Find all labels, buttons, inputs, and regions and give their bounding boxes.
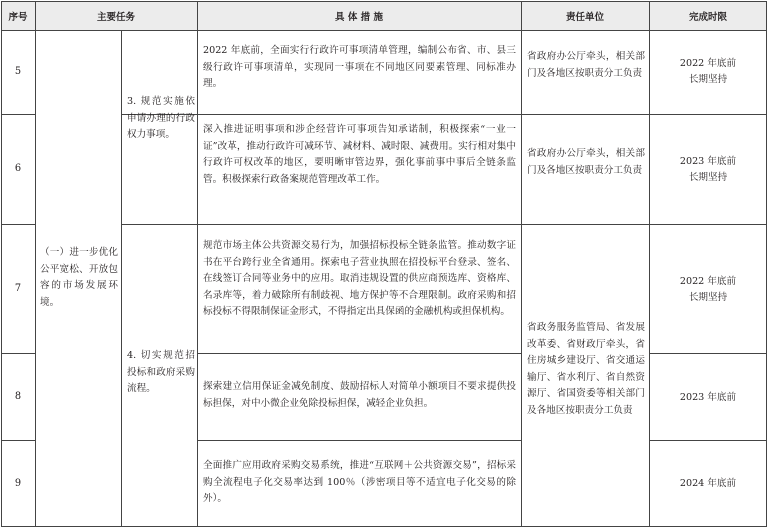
deadline-line: 长期坚持: [688, 74, 728, 85]
rule: [649, 353, 767, 354]
deadline-line: 2022 年底前: [679, 58, 737, 69]
header-unit: 责任单位: [521, 1, 649, 30]
rule: [121, 30, 122, 527]
rule: [1, 1, 767, 2]
header-deadline: 完成时限: [649, 1, 767, 30]
rule: [197, 1, 198, 527]
rule: [35, 1, 36, 527]
deadline: [649, 154, 767, 186]
deadline: [649, 390, 767, 406]
measure-text: 全面推广应用政府采购交易系统，推进“互联网＋公共资源交易”，招标采购全流程电子化交易率达到 100％（涉密项目等不适宜电子化交易的除外）。: [203, 460, 516, 504]
deadline-line: 长期坚持: [688, 292, 728, 303]
rule: [521, 1, 522, 527]
rule: [197, 440, 521, 441]
responsible-unit: 省政务服务监管局、省发展改革委、省财政厅牵头，省住房城乡建设厅、省交通运输厅、省水利厅、省自然资源厅、省国资委等相关部门及各地区按职责分工负责: [527, 322, 645, 416]
deadline-line: 2023 年底前: [679, 156, 737, 167]
row-number: 7: [14, 283, 22, 294]
rule: [1, 1, 2, 527]
rule: [121, 114, 767, 115]
main-task: （一）进一步优化公平宽松、开放包容的市场发展环境。: [40, 247, 118, 308]
rule: [1, 440, 35, 441]
deadline-line: 2024 年底前: [679, 478, 737, 489]
responsible-unit: 省政府办公厅牵头，相关部门及各地区按职责分工负责: [527, 51, 645, 79]
deadline-line: 2022 年底前: [679, 276, 737, 287]
row-number: 8: [14, 391, 22, 402]
measure-text: 探索建立信用保证金减免制度、鼓励招标人对简单小额项目不要求提供投标担保，对中小微企业免除投标担保，减轻企业负担。: [203, 381, 516, 409]
deadline-line: 长期坚持: [688, 172, 728, 183]
deadline: [649, 56, 767, 88]
header-measures: 具 体 措 施: [197, 1, 521, 30]
measures-table: [1, 1, 767, 527]
row-number: 5: [14, 66, 22, 77]
deadline: [649, 476, 767, 492]
rule: [1, 30, 767, 31]
row-number: 6: [14, 163, 22, 174]
rule: [649, 440, 767, 441]
rule: [1, 353, 35, 354]
deadline-line: 2023 年底前: [679, 392, 737, 403]
responsible-unit: 省政府办公厅牵头，相关部门及各地区按职责分工负责: [527, 148, 645, 176]
rule: [1, 224, 35, 225]
measure-text: 2022 年底前，全面实行行政许可事项清单管理，编制公布省、市、县三级行政许可事项清单，实现同一事项在不同地区同要素管理、同标准办理。: [203, 45, 516, 89]
rule: [121, 224, 767, 225]
row-number: 9: [14, 478, 22, 489]
header-task: 主要任务: [35, 1, 197, 30]
measure-text: 规范市场主体公共资源交易行为，加强招标投标全链条监管。推动数字证书在平台跨行业全省通用。探索电子营业执照在招投标平台登录、签名、在线签订合同等业务中的应用。取消违规设置的供应商预选库、资格库、名录库等，着力破除所有制歧视、地方保护等不合理限制。政府采购和招标投标不得限制保证金形式，不得指定出具保函的金融机构或担保机构。: [203, 240, 516, 317]
rule: [1, 526, 767, 527]
deadline: [649, 274, 767, 306]
sub-task: 3. 规范实施依申请办理的行政权力事项。: [127, 96, 195, 140]
rule: [1, 114, 35, 115]
rule: [197, 353, 521, 354]
measure-text: 深入推进证明事项和涉企经营许可事项告知承诺制，积极探索“一业一证”改革，推动行政许可减环节、减材料、减时限、减费用。实行相对集中行政许可权改革的地区，要明晰审管边界，强化事前事中事后全链条监管。积极探索行政备案规范管理改革工作。: [203, 124, 516, 185]
header-seq: 序号: [1, 1, 35, 30]
sub-task: 4. 切实规范招投标和政府采购流程。: [127, 350, 195, 394]
